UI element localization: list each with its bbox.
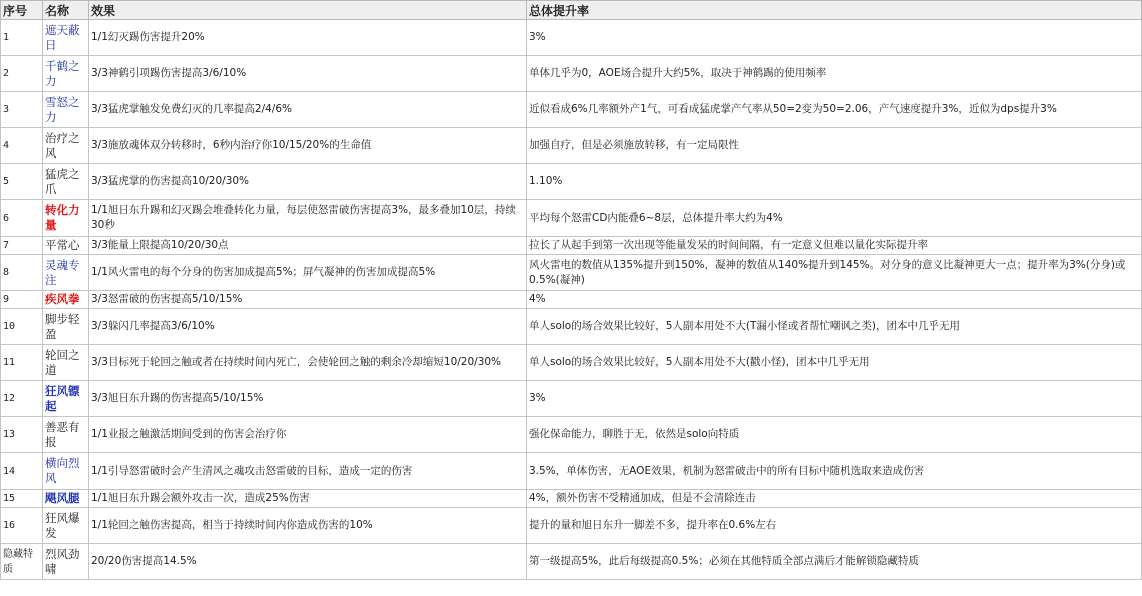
row-name: 轮回之道 [43,345,89,381]
row-number: 16 [1,508,43,544]
row-number: 3 [1,92,43,128]
row-rate: 提升的量和旭日东升一脚差不多，提升率在0.6%左右 [527,508,1142,544]
table-row [1,544,1142,580]
header-no: 序号 [1,1,43,20]
row-number: 1 [1,20,43,56]
header-effect: 效果 [89,1,527,20]
table-row [1,56,1142,92]
row-effect: 3/3旭日东升踢的伤害提高5/10/15% [89,381,527,417]
table-row [1,309,1142,345]
row-name: 飓风腿 [43,490,89,508]
row-name: 千鹤之力 [43,56,89,92]
row-rate: 近似看成6%几率额外产1气，可看成猛虎掌产气率从50=2变为50=2.06，产气速度提升3%，近似为dps提升3% [527,92,1142,128]
row-rate: 3% [527,381,1142,417]
row-name: 狂风爆发 [43,508,89,544]
row-number: 12 [1,381,43,417]
row-effect: 1/1幻灭踢伤害提升20% [89,20,527,56]
table-row [1,345,1142,381]
row-name: 治疗之风 [43,128,89,164]
table-row [1,291,1142,309]
row-name: 遮天蔽日 [43,20,89,56]
table-row [1,237,1142,255]
row-name: 烈风劲啸 [43,544,89,580]
row-rate: 4% [527,291,1142,309]
row-effect: 3/3能量上限提高10/20/30点 [89,237,527,255]
row-number: 14 [1,453,43,490]
table-row [1,508,1142,544]
row-effect: 1/1旭日东升踢会额外攻击一次，造成25%伤害 [89,490,527,508]
table-row [1,381,1142,417]
row-number: 4 [1,128,43,164]
row-name: 灵魂专注 [43,255,89,291]
row-effect: 3/3猛虎掌触发免费幻灭的几率提高2/4/6% [89,92,527,128]
row-number: 7 [1,237,43,255]
row-effect: 20/20伤害提高14.5% [89,544,527,580]
header-name: 名称 [43,1,89,20]
table-row [1,92,1142,128]
row-rate: 平均每个怒雷CD内能叠6~8层，总体提升率大约为4% [527,200,1142,237]
row-rate: 第一级提高5%，此后每级提高0.5%；必须在其他特质全部点满后才能解锁隐藏特质 [527,544,1142,580]
row-rate: 1.10% [527,164,1142,200]
row-rate: 单体几乎为0，AOE场合提升大约5%，取决于神鹤踢的使用频率 [527,56,1142,92]
row-rate: 4%，额外伤害不受精通加成，但是不会清除连击 [527,490,1142,508]
table-row [1,255,1142,291]
row-name: 转化力量 [43,200,89,237]
row-number: 隐藏特质 [1,544,43,580]
table-row [1,164,1142,200]
row-name: 疾风拳 [43,291,89,309]
table-row [1,200,1142,237]
row-name: 平常心 [43,237,89,255]
row-effect: 3/3猛虎掌的伤害提高10/20/30% [89,164,527,200]
row-name: 脚步轻盈 [43,309,89,345]
row-name: 善恶有报 [43,417,89,453]
row-number: 6 [1,200,43,237]
row-effect: 3/3施放魂体双分转移时，6秒内治疗你10/15/20%的生命值 [89,128,527,164]
row-number: 15 [1,490,43,508]
row-rate: 强化保命能力，聊胜于无，依然是solo向特质 [527,417,1142,453]
row-number: 5 [1,164,43,200]
row-effect: 3/3神鹤引项踢伤害提高3/6/10% [89,56,527,92]
header-row [1,1,1142,20]
row-number: 13 [1,417,43,453]
table-row [1,20,1142,56]
row-effect: 1/1风火雷电的每个分身的伤害加成提高5%；屏气凝神的伤害加成提高5% [89,255,527,291]
row-name: 猛虎之爪 [43,164,89,200]
row-rate: 单人solo的场合效果比较好，5人副本用处不大(戳小怪)，团本中几乎无用 [527,345,1142,381]
row-effect: 1/1引导怒雷破时会产生清风之魂攻击怒雷破的目标，造成一定的伤害 [89,453,527,490]
row-name: 横向烈风 [43,453,89,490]
row-number: 2 [1,56,43,92]
table-row [1,128,1142,164]
row-rate: 3.5%，单体伤害，无AOE效果，机制为怒雷破击中的所有目标中随机选取来造成伤害 [527,453,1142,490]
row-rate: 风火雷电的数值从135%提升到150%，凝神的数值从140%提升到145%。对分身的意义比凝神更大一点；提升率为3%(分身)或0.5%(凝神) [527,255,1142,291]
row-number: 9 [1,291,43,309]
row-rate: 加强自疗，但是必须施放转移，有一定局限性 [527,128,1142,164]
row-effect: 3/3目标死于轮回之触或者在持续时间内死亡，会使轮回之触的剩余冷却缩短10/20/30% [89,345,527,381]
header-rate: 总体提升率 [527,1,1142,20]
row-rate: 单人solo的场合效果比较好，5人副本用处不大(T漏小怪或者帮忙嘲讽之类)，团本中几乎无用 [527,309,1142,345]
row-number: 8 [1,255,43,291]
row-effect: 3/3躲闪几率提高3/6/10% [89,309,527,345]
row-name: 狂风镖起 [43,381,89,417]
row-effect: 1/1轮回之触伤害提高，相当于持续时间内你造成伤害的10% [89,508,527,544]
row-rate: 拉长了从起手到第一次出现等能量发呆的时间间隔，有一定意义但难以量化实际提升率 [527,237,1142,255]
table-row [1,417,1142,453]
row-effect: 3/3怒雷破的伤害提高5/10/15% [89,291,527,309]
row-effect: 1/1旭日东升踢和幻灭踢会堆叠转化力量，每层使怒雷破伤害提高3%，最多叠加10层，持续30秒 [89,200,527,237]
row-effect: 1/1业报之触激活期间受到的伤害会治疗你 [89,417,527,453]
table-row [1,490,1142,508]
row-number: 11 [1,345,43,381]
row-number: 10 [1,309,43,345]
row-name: 雪怒之力 [43,92,89,128]
table-row [1,453,1142,490]
row-rate: 3% [527,20,1142,56]
